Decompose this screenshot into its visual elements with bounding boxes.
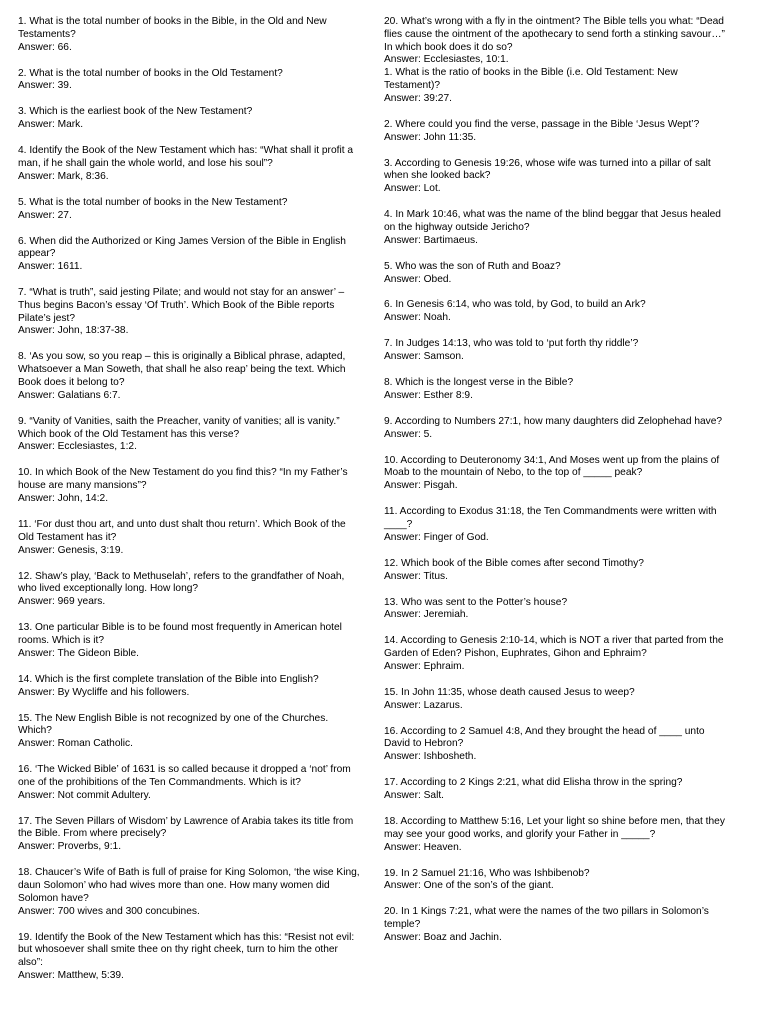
qa-item <box>384 16 750 67</box>
answer-text: Answer: Roman Catholic. <box>18 738 133 750</box>
right-column <box>384 16 750 958</box>
answer-text: Answer: Bartimaeus. <box>384 234 478 246</box>
qa-item <box>18 571 378 609</box>
qa-item <box>384 119 750 145</box>
qa-item <box>384 687 750 713</box>
qa-item <box>18 197 378 223</box>
answer-text: Answer: 5. <box>384 428 433 440</box>
question-text: 1. What is the ratio of books in the Bible (i.e. Old Testament: New Testament)? <box>384 67 678 91</box>
question-text: 7. In Judges 14:13, who was told to ‘put forth thy riddle’? <box>384 338 639 350</box>
answer-text: Answer: One of the son’s of the giant. <box>384 880 554 892</box>
answer-text: Answer: 969 years. <box>18 596 106 608</box>
question-text: 10. According to Deuteronomy 34:1, And Moses went up from the plains of Moab to the mountain of Nebo, to the top of _____ peak? <box>384 454 720 479</box>
answer-text: Answer: Boaz and Jachin. <box>384 932 502 943</box>
qa-item <box>384 261 750 287</box>
question-text: 4. Identify the Book of the New Testament which has: “What shall it profit a man, if he shall gain the whole world, and lose his soul”? <box>18 145 354 169</box>
answer-text: Answer: John, 18:37-38. <box>18 325 129 337</box>
answer-text: Answer: John 11:35. <box>384 131 477 143</box>
qa-item <box>384 209 750 247</box>
answer-text: Answer: Galatians 6:7. <box>18 389 121 401</box>
qa-item <box>384 777 750 803</box>
answer-text: Answer: 1611. <box>18 261 83 273</box>
answer-text: Answer: Ishbosheth. <box>384 751 477 763</box>
question-text: 20. What’s wrong with a fly in the ointment? The Bible tells you what: “Dead flies cause the ointment of the apothecary to send forth a stinking savour…” In which book does it do so? <box>384 16 725 53</box>
answer-text: Answer: 39. <box>18 80 72 92</box>
question-text: 18. Chaucer’s Wife of Bath is full of praise for King Solomon, ‘the wise King, daun Solomon’ who had wives more than one. How many women did Solomon have? <box>18 867 360 904</box>
answer-text: Answer: By Wycliffe and his followers. <box>18 686 190 698</box>
qa-item <box>18 764 378 802</box>
answer-text: Answer: 66. <box>18 41 72 53</box>
question-text: 19. Identify the Book of the New Testament which has this: “Resist not evil: but whosoever shall smite thee on thy right cheek, turn to him the other also”: <box>18 931 355 969</box>
answer-text: Answer: Jeremiah. <box>384 609 469 621</box>
answer-text: Answer: Proverbs, 9:1. <box>18 841 122 853</box>
question-text: 9. According to Numbers 27:1, how many daughters did Zelophehad have? <box>384 415 723 427</box>
qa-item <box>18 519 378 557</box>
question-text: 11. ‘For dust thou art, and unto dust shalt thou return’. Which Book of the Old Testament has it? <box>18 518 346 543</box>
qa-item <box>18 351 378 402</box>
answer-text: Answer: Heaven. <box>384 841 462 853</box>
qa-item <box>384 816 750 854</box>
answer-text: Answer: Genesis, 3:19. <box>18 544 124 556</box>
question-text: 17. According to 2 Kings 2:21, what did Elisha throw in the spring? <box>384 777 683 789</box>
qa-item <box>18 622 378 660</box>
left-column <box>18 16 378 996</box>
answer-text: Answer: Lot. <box>384 183 441 195</box>
question-text: 10. In which Book of the New Testament do you find this? “In my Father’s house are many mansions”? <box>18 467 348 492</box>
question-text: 19. In 2 Samuel 21:16, Who was Ishbibenob? <box>384 867 590 879</box>
qa-item <box>18 867 378 918</box>
answer-text: Answer: Matthew, 5:39. <box>18 970 124 981</box>
answer-text: Answer: Titus. <box>384 570 448 582</box>
qa-item <box>384 67 750 105</box>
question-text: 8. Which is the longest verse in the Bible? <box>384 377 574 389</box>
answer-text: Answer: Mark. <box>18 119 84 131</box>
answer-text: Answer: Lazarus. <box>384 699 463 711</box>
question-text: 16. According to 2 Samuel 4:8, And they brought the head of ____ unto David to Hebron? <box>384 725 705 750</box>
qa-item <box>18 145 378 183</box>
qa-item <box>384 506 750 544</box>
question-text: 5. Who was the son of Ruth and Boaz? <box>384 260 561 272</box>
answer-text: Answer: Esther 8:9. <box>384 389 473 401</box>
qa-item <box>18 16 378 54</box>
qa-item <box>384 377 750 403</box>
qa-item <box>384 868 750 894</box>
question-text: 14. According to Genesis 2:10-14, which is NOT a river that parted from the Garden of Eden? Pishon, Euphrates, Gihon and Ephraim? <box>384 635 724 660</box>
answer-text: Answer: 39:27. <box>384 92 452 104</box>
answer-text: Answer: Salt. <box>384 790 445 802</box>
question-text: 13. One particular Bible is to be found most frequently in American hotel rooms. Which is it? <box>18 622 342 646</box>
question-text: 18. According to Matthew 5:16, Let your light so shine before men, that they may see your good works, and glorify your Father in _____? <box>384 816 725 840</box>
qa-item <box>18 236 378 274</box>
answer-text: Answer: Ecclesiastes, 10:1. <box>384 54 509 66</box>
qa-item <box>18 287 378 338</box>
answer-text: Answer: Ecclesiastes, 1:2. <box>18 441 137 453</box>
question-text: 14. Which is the first complete translation of the Bible into English? <box>18 673 319 685</box>
qa-item <box>18 674 378 700</box>
answer-text: Answer: Pisgah. <box>384 480 458 492</box>
qa-item <box>384 416 750 442</box>
answer-text: Answer: Ephraim. <box>384 660 465 672</box>
question-text: 1. What is the total number of books in the Bible, in the Old and New Testaments? <box>18 16 327 40</box>
question-text: 2. Where could you find the verse, passage in the Bible ‘Jesus Wept’? <box>384 118 700 130</box>
qa-item <box>18 106 378 132</box>
question-text: 15. In John 11:35, whose death caused Jesus to weep? <box>384 686 635 698</box>
qa-item <box>384 597 750 623</box>
qa-item <box>18 416 378 454</box>
question-text: 15. The New English Bible is not recognized by one of the Churches. Which? <box>18 712 329 737</box>
qa-item <box>384 558 750 584</box>
question-text: 6. In Genesis 6:14, who was told, by God, to build an Ark? <box>384 299 646 311</box>
qa-item <box>384 338 750 364</box>
question-text: 7. “What is truth”, said jesting Pilate; and would not stay for an answer’ – Thus begins Bacon’s essay ‘Of Truth’. Which Book of the Bible reports Pilate’s jest? <box>18 287 345 324</box>
question-text: 20. In 1 Kings 7:21, what were the names of the two pillars in Solomon’s temple? <box>384 906 709 931</box>
qa-item <box>384 906 750 944</box>
qa-item <box>18 713 378 751</box>
qa-item <box>384 635 750 673</box>
question-text: 3. According to Genesis 19:26, whose wife was turned into a pillar of salt when she looked back? <box>384 157 711 182</box>
answer-text: Answer: 27. <box>18 209 72 221</box>
question-text: 13. Who was sent to the Potter’s house? <box>384 596 568 608</box>
question-text: 12. Shaw’s play, ‘Back to Methuselah’, refers to the grandfather of Noah, who lived exceptionally long. How long? <box>18 570 345 595</box>
answer-text: Answer: 700 wives and 300 concubines. <box>18 905 200 917</box>
answer-text: Answer: Obed. <box>384 273 452 285</box>
answer-text: Answer: Noah. <box>384 312 451 324</box>
question-text: 4. In Mark 10:46, what was the name of the blind beggar that Jesus healed on the highway outside Jericho? <box>384 209 721 233</box>
question-text: 3. Which is the earliest book of the New Testament? <box>18 106 253 118</box>
question-text: 5. What is the total number of books in the New Testament? <box>18 196 288 208</box>
qa-item <box>384 299 750 325</box>
answer-text: Answer: Finger of God. <box>384 531 489 543</box>
question-text: 8. ‘As you sow, so you reap – this is originally a Biblical phrase, adapted, Whatsoever a Man Soweth, that shall he also reap’ being the text. Which Book does it belong to? <box>18 351 346 389</box>
qa-item <box>384 455 750 493</box>
qa-item <box>18 68 378 94</box>
question-text: 2. What is the total number of books in the Old Testament? <box>18 67 283 79</box>
question-text: 6. When did the Authorized or King James Version of the Bible in English appear? <box>18 235 346 260</box>
qa-item <box>18 932 378 983</box>
question-text: 12. Which book of the Bible comes after second Timothy? <box>384 557 644 569</box>
qa-item <box>384 726 750 764</box>
answer-text: Answer: Not commit Adultery. <box>18 789 151 801</box>
question-text: 17. The Seven Pillars of Wisdom’ by Lawrence of Arabia takes its title from the Bible. From where precisely? <box>18 815 354 840</box>
qa-item <box>18 467 378 505</box>
question-text: 9. “Vanity of Vanities, saith the Preacher, vanity of vanities; all is vanity.” Which book of the Old Testament has this verse? <box>18 415 340 440</box>
answer-text: Answer: John, 14:2. <box>18 493 109 504</box>
answer-text: Answer: Mark, 8:36. <box>18 170 109 182</box>
question-text: 16. ‘The Wicked Bible’ of 1631 is so called because it dropped a ‘not’ from one of the prohibitions of the Ten Commandments. Which is it? <box>18 764 351 788</box>
answer-text: Answer: Samson. <box>384 351 464 363</box>
qa-item <box>18 816 378 854</box>
answer-text: Answer: The Gideon Bible. <box>18 647 139 659</box>
question-text: 11. According to Exodus 31:18, the Ten Commandments were written with ____? <box>384 506 717 530</box>
qa-item <box>384 158 750 196</box>
